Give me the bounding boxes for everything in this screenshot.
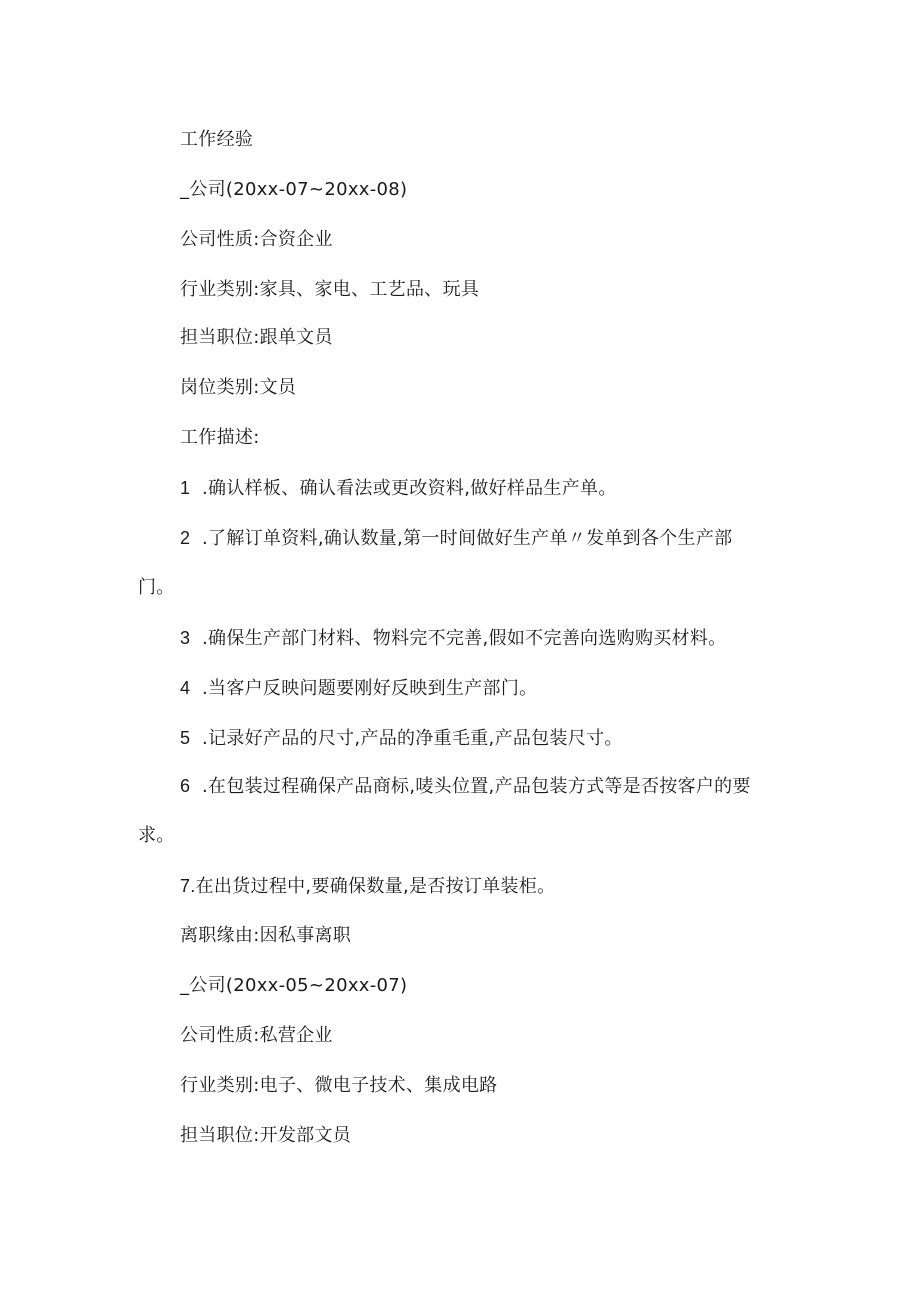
job-position: 担当职位:开发部文员 [180, 1125, 352, 1146]
job-description-label: 工作描述: [180, 427, 260, 448]
list-item-number: 6 [180, 776, 191, 796]
list-item-text: 在出货过程中,要确保数量,是否按订单装柜。 [195, 876, 556, 897]
list-item [180, 526, 732, 551]
list-item [180, 676, 537, 701]
company-title: _公司(20xx-07~20xx-08) [180, 179, 408, 200]
section-heading: 工作经验 [180, 129, 254, 150]
list-item-continuation: 求。 [138, 825, 175, 846]
list-item-text: .在包装过程确保产品商标,唛头位置,产品包装方式等是否按客户的要 [202, 776, 751, 797]
list-item-number: 7. [180, 876, 196, 896]
list-item-text: .确保生产部门材料、物料完不完善,假如不完善向选购购买材料。 [202, 628, 727, 649]
list-item [180, 874, 555, 899]
company-nature: 公司性质:合资企业 [180, 229, 333, 250]
list-item-number: 5 [180, 728, 191, 748]
list-item-number: 3 [180, 628, 191, 648]
industry-category: 行业类别:家具、家电、工艺品、玩具 [180, 279, 480, 300]
list-item-continuation: 门。 [138, 577, 175, 598]
list-item-text: .当客户反映问题要刚好反映到生产部门。 [202, 678, 538, 699]
leave-reason: 离职缘由:因私事离职 [180, 925, 352, 946]
company-nature: 公司性质:私营企业 [180, 1025, 333, 1046]
list-item-number: 1 [180, 478, 191, 498]
list-item [180, 726, 623, 751]
list-item-number: 2 [180, 528, 191, 548]
list-item-text: .了解订单资料,确认数量,第一时间做好生产单〃发单到各个生产部 [202, 528, 733, 549]
list-item [180, 626, 726, 651]
list-item-text: .记录好产品的尺寸,产品的净重毛重,产品包装尺寸。 [202, 728, 623, 749]
list-item [180, 774, 751, 799]
company-title: _公司(20xx-05~20xx-07) [180, 975, 408, 996]
list-item-text: .确认样板、确认看法或更改资料,做好样品生产单。 [202, 478, 617, 499]
list-item-number: 4 [180, 678, 191, 698]
list-item [180, 476, 617, 501]
job-category: 岗位类别:文员 [180, 377, 297, 398]
job-position: 担当职位:跟单文员 [180, 327, 333, 348]
industry-category: 行业类别:电子、微电子技术、集成电路 [180, 1075, 498, 1096]
